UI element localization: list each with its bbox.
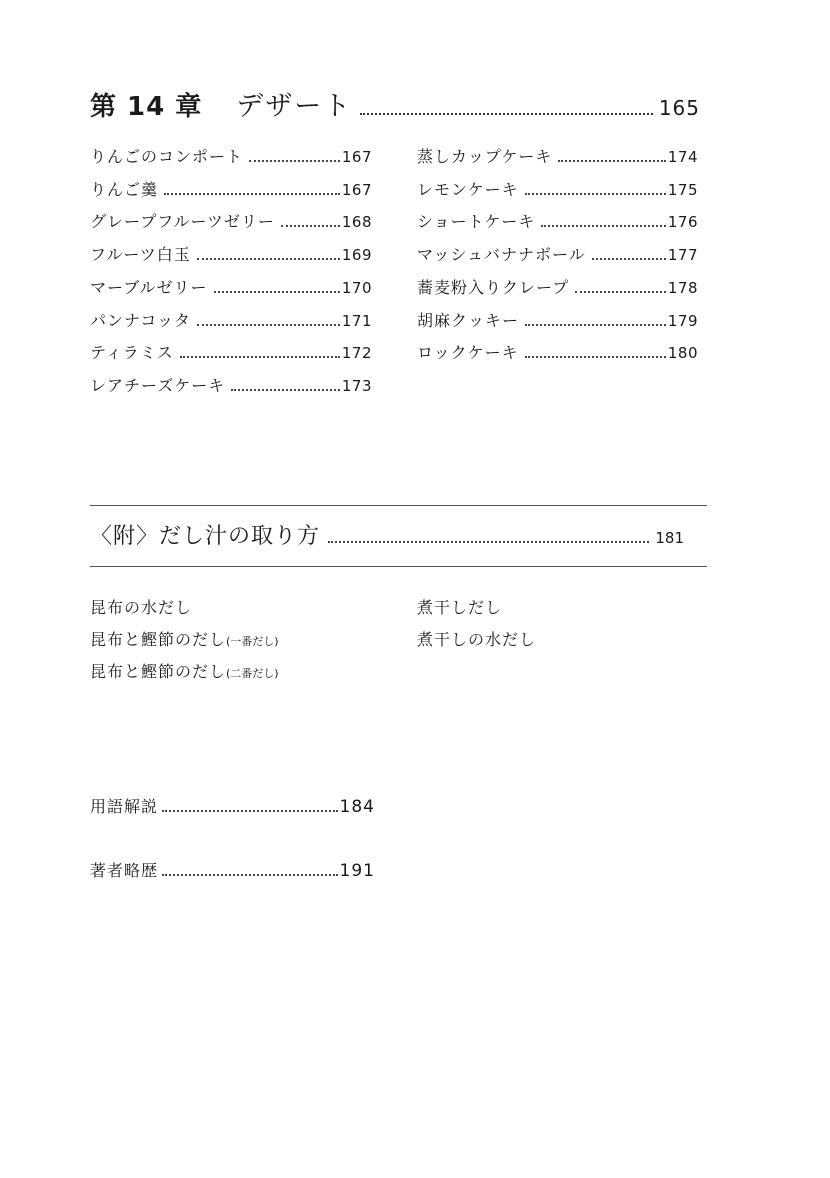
divider-bottom (90, 566, 707, 567)
toc-entry[interactable] (417, 209, 698, 231)
leader-dots (162, 810, 338, 812)
toc-entry[interactable] (417, 177, 698, 199)
entry-title: レアチーズケーキ (90, 376, 226, 395)
appendix-page: 181 (655, 529, 684, 547)
entry-title: 蒸しカップケーキ (417, 147, 553, 166)
entry-title: 著者略歴 (90, 861, 159, 880)
entry-page: 172 (341, 344, 372, 362)
toc-entry-author[interactable] (90, 858, 375, 882)
appendix-item-title: 昆布と鰹節のだし (90, 662, 227, 681)
leader-dots (575, 291, 666, 293)
appendix-item[interactable] (90, 627, 279, 651)
leader-dots (558, 160, 665, 162)
entry-title: ティラミス (90, 343, 174, 362)
toc-entry[interactable] (90, 373, 372, 395)
chapter-heading[interactable] (90, 84, 700, 120)
appendix-item-title: 煮干しの水だし (417, 630, 537, 649)
entry-title: パンナコッタ (90, 311, 192, 330)
entry-title: ロックケーキ (417, 343, 519, 362)
leader-dots (197, 258, 340, 260)
leader-dots (328, 541, 649, 543)
leader-dots (249, 160, 340, 162)
entry-title: グレープフルーツゼリー (90, 212, 275, 231)
appendix-item-note: (一番だし) (226, 635, 279, 648)
appendix-item[interactable] (90, 659, 279, 683)
chapter-title: デザート (236, 91, 353, 122)
leader-dots (197, 324, 340, 326)
entry-title: りんご羹 (90, 180, 159, 199)
toc-entry[interactable] (90, 275, 372, 297)
leader-dots (164, 193, 340, 195)
toc-entry[interactable] (90, 308, 372, 330)
entry-page: 184 (339, 797, 375, 817)
entry-page: 179 (667, 312, 698, 330)
toc-entry[interactable] (90, 242, 372, 264)
appendix-item-title: 昆布の水だし (90, 598, 193, 617)
leader-dots (162, 874, 338, 876)
leader-dots (180, 356, 340, 358)
appendix-item[interactable] (417, 627, 536, 651)
entry-title: 用語解説 (90, 797, 159, 816)
entry-title: 胡麻クッキー (417, 311, 520, 330)
entry-page: 170 (341, 279, 372, 297)
appendix-item-title: 昆布と鰹節のだし (90, 630, 227, 649)
entry-page: 180 (667, 344, 698, 362)
entry-title: ショートケーキ (417, 212, 536, 231)
entry-page: 168 (341, 213, 372, 231)
toc-entry[interactable] (417, 242, 698, 264)
leader-dots (525, 356, 666, 358)
entry-page: 173 (341, 377, 372, 395)
chapter-number: 第 14 章 (90, 92, 203, 122)
entry-page: 167 (341, 148, 372, 166)
appendix-item[interactable] (417, 595, 502, 619)
entry-page: 191 (339, 861, 375, 881)
entry-page: 171 (341, 312, 372, 330)
leader-dots (214, 291, 340, 293)
appendix-item[interactable] (90, 595, 192, 619)
leader-dots (231, 389, 340, 391)
toc-entry-glossary[interactable] (90, 794, 375, 818)
appendix-item-title: 煮干しだし (417, 598, 503, 617)
toc-entry[interactable] (417, 275, 698, 297)
toc-entry[interactable] (90, 209, 372, 231)
chapter-page: 165 (658, 96, 700, 120)
entry-page: 167 (341, 181, 372, 199)
leader-dots (592, 258, 666, 260)
toc-entry[interactable] (417, 144, 698, 166)
toc-entry[interactable] (417, 340, 698, 362)
divider-top (90, 505, 707, 506)
entry-title: 蕎麦粉入りクレープ (417, 278, 570, 297)
entry-page: 178 (667, 279, 698, 297)
leader-dots (281, 225, 340, 227)
appendix-heading[interactable] (90, 519, 684, 551)
entry-title: レモンケーキ (417, 180, 519, 199)
entry-page: 175 (667, 181, 698, 199)
entry-title: マーブルゼリー (90, 278, 208, 297)
leader-dots (360, 113, 653, 115)
entry-title: りんごのコンポート (90, 147, 244, 166)
entry-title: フルーツ白玉 (90, 245, 191, 264)
entry-title: マッシュバナナボール (417, 245, 586, 264)
appendix-title: 〈附〉だし汁の取り方 (90, 524, 321, 549)
entry-page: 177 (667, 246, 698, 264)
leader-dots (525, 324, 666, 326)
leader-dots (525, 193, 666, 195)
appendix-item-note: (二番だし) (226, 667, 279, 680)
toc-entry[interactable] (90, 340, 372, 362)
entry-page: 176 (667, 213, 698, 231)
leader-dots (541, 225, 665, 227)
toc-entry[interactable] (90, 144, 372, 166)
entry-page: 174 (667, 148, 698, 166)
entry-page: 169 (341, 246, 372, 264)
toc-entry[interactable] (90, 177, 372, 199)
toc-entry[interactable] (417, 308, 698, 330)
